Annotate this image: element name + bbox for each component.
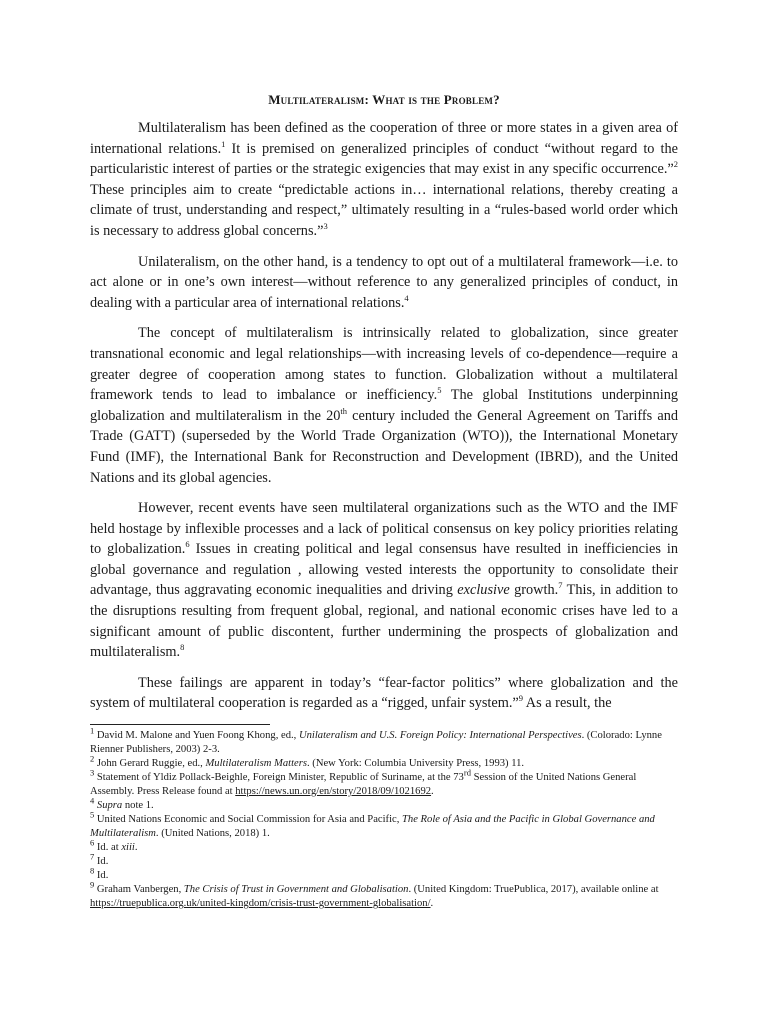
footnote-ref[interactable]: 4	[404, 292, 409, 303]
footnote-separator	[90, 724, 270, 725]
footnote-number: 3	[90, 767, 95, 778]
footnote-text: note 1.	[122, 800, 154, 812]
footnote-title: Multilateralism Matters	[205, 758, 307, 770]
para-text: Issues in creating political and legal consensus have resulted in inefficiencies in global governance and regulation , allowing vested interests the opportunity to consolidate their advantage, thus aggravating economic inequalities and driving	[90, 541, 678, 599]
footnote-title: Unilateralism and U.S. Foreign Policy: International Perspectives	[298, 730, 582, 742]
para-text: Multilateralism has been defined as the cooperation of three or more states in a given area of international relations.	[90, 120, 678, 157]
document-title: Multilateralism: What is the Problem?	[268, 92, 500, 107]
footnote-1	[90, 725, 678, 757]
footnote-4	[90, 795, 678, 813]
footnote-number: 5	[90, 809, 95, 820]
footnote-title: The Role of Asia and the Pacific in Global Governance and Multilateralism	[90, 814, 655, 840]
footnote-number: 2	[90, 753, 95, 764]
para-text: Unilateralism, on the other hand, is a tendency to opt out of a multilateral framework—i.e. to act alone or in one’s own interest—without reference to any generalized principles of conduct, in dealing with a particular area of international relations.	[90, 253, 678, 311]
footnote-ref[interactable]: 8	[180, 642, 185, 653]
footnote-number: 7	[90, 851, 95, 862]
footnote-ref[interactable]: 6	[185, 539, 190, 550]
footnote-text: . (New York: Columbia University Press, 1993) 11.	[307, 758, 525, 770]
footnote-ref[interactable]: 7	[558, 580, 563, 591]
footnote-ref[interactable]: 9	[518, 693, 524, 704]
paragraph-4	[90, 498, 678, 663]
footnotes	[90, 725, 678, 911]
footnote-text: .	[134, 842, 138, 854]
footnote-text: .	[431, 786, 434, 798]
footnote-text: Graham Vanbergen,	[94, 884, 184, 896]
para-text: century included the General Agreement on Tariffs and Trade (GATT) (superseded by the World Trade Organization (WTO)), the International Monetary Fund (IMF), the International Bank for Reconstruction and Development (IBRD), and the United Nations and its global agencies.	[90, 407, 679, 486]
footnote-text: John Gerard Ruggie, ed.,	[94, 758, 206, 770]
para-text: The global Institutions underpinning globalization and multilateralism in the 20	[90, 387, 678, 424]
footnote-title: The Crisis of Trust in Government and Globalisation	[183, 884, 409, 896]
footnote-text: . (United Kingdom: TruePublica, 2017), available online at	[408, 884, 659, 896]
footnote-9	[90, 879, 678, 911]
footnote-text: . (United Nations, 2018) 1.	[155, 828, 270, 840]
footnote-text: Statement of Yldiz Pollack-Beighle, Foreign Minister, Republic of Suriname, at the 73	[94, 772, 464, 784]
footnote-text: Id. at	[94, 842, 122, 854]
footnote-title: Supra	[94, 800, 123, 812]
document-page	[90, 92, 678, 911]
para-text: growth.	[509, 582, 559, 599]
footnote-number: 6	[90, 837, 95, 848]
footnote-7	[90, 851, 678, 869]
footnote-2	[90, 753, 678, 771]
ordinal-suffix: th	[340, 405, 348, 416]
footnote-link[interactable]: https://news.un.org/en/story/2018/09/1021692	[235, 786, 432, 798]
paragraph-3	[90, 323, 678, 488]
footnote-ref[interactable]: 2	[673, 159, 678, 170]
footnote-text: Session of the United Nations General Assembly. Press Release found at	[90, 772, 637, 798]
footnote-ref[interactable]: 3	[323, 221, 328, 232]
para-text: These principles aim to create “predictable actions in… international relations, thereby creating a climate of trust, understanding and respect,” ultimately resulting in a “rules-based world order which is necessary to address global concerns.”	[90, 181, 678, 239]
paragraph-5	[90, 673, 678, 714]
footnote-number: 8	[90, 865, 95, 876]
footnote-number: 4	[90, 795, 95, 806]
footnote-number: 9	[90, 879, 95, 890]
para-text: These failings are apparent in today’s “fear-factor politics” where globalization and the system of multilateral cooperation is regarded as a “rigged, unfair system.”	[90, 674, 678, 712]
footnote-title: xiii	[121, 842, 135, 854]
para-text: As a result, the	[523, 695, 612, 712]
footnote-ref[interactable]: 1	[221, 138, 226, 149]
footnote-text: United Nations Economic and Social Commission for Asia and Pacific,	[94, 814, 403, 826]
para-text: It is premised on generalized principles of conduct “without regard to the particularistic interest of parties or the strategic exigencies that may exist in any specific occurrence.”	[90, 140, 678, 178]
footnote-text: Id.	[94, 870, 109, 882]
footnote-ref[interactable]: 5	[437, 385, 442, 396]
para-text: This, in addition to the disruptions resulting from frequent global, regional, and national economic crises have led to a significant amount of public discontent, further undermining the prospects of globalization and multilateralism.	[90, 582, 678, 661]
footnote-text: David M. Malone and Yuen Foong Khong, ed.,	[94, 730, 299, 742]
footnote-5	[90, 809, 678, 841]
footnote-6	[90, 837, 678, 855]
footnote-3	[90, 767, 678, 799]
emphasis-text: exclusive	[457, 582, 510, 599]
para-text: The concept of multilateralism is intrinsically related to globalization, since greater transnational economic and legal relationships—with increasing levels of co-dependence—require a greater degree of cooperation among states to function. Globalization without a multilateral framework tends to lead to imbalance or inefficiency.	[90, 325, 678, 404]
para-text: However, recent events have seen multilateral organizations such as the WTO and the IMF held hostage by inflexible processes and a lack of political consensus on key policy priorities relating to globalization.	[90, 500, 678, 558]
footnote-8	[90, 865, 678, 883]
paragraph-1	[90, 118, 678, 242]
footnote-text: . (Colorado: Lynne Rienner Publishers, 2003) 2-3.	[90, 730, 662, 756]
paragraph-2	[90, 252, 678, 314]
footnote-text: .	[430, 898, 434, 910]
footnote-number: 1	[90, 725, 95, 736]
footnote-link[interactable]: https://truepublica.org.uk/united-kingdom/crisis-trust-government-globalisation/	[90, 898, 431, 910]
footnote-text: Id.	[94, 856, 109, 868]
ordinal-suffix: rd	[463, 767, 471, 778]
